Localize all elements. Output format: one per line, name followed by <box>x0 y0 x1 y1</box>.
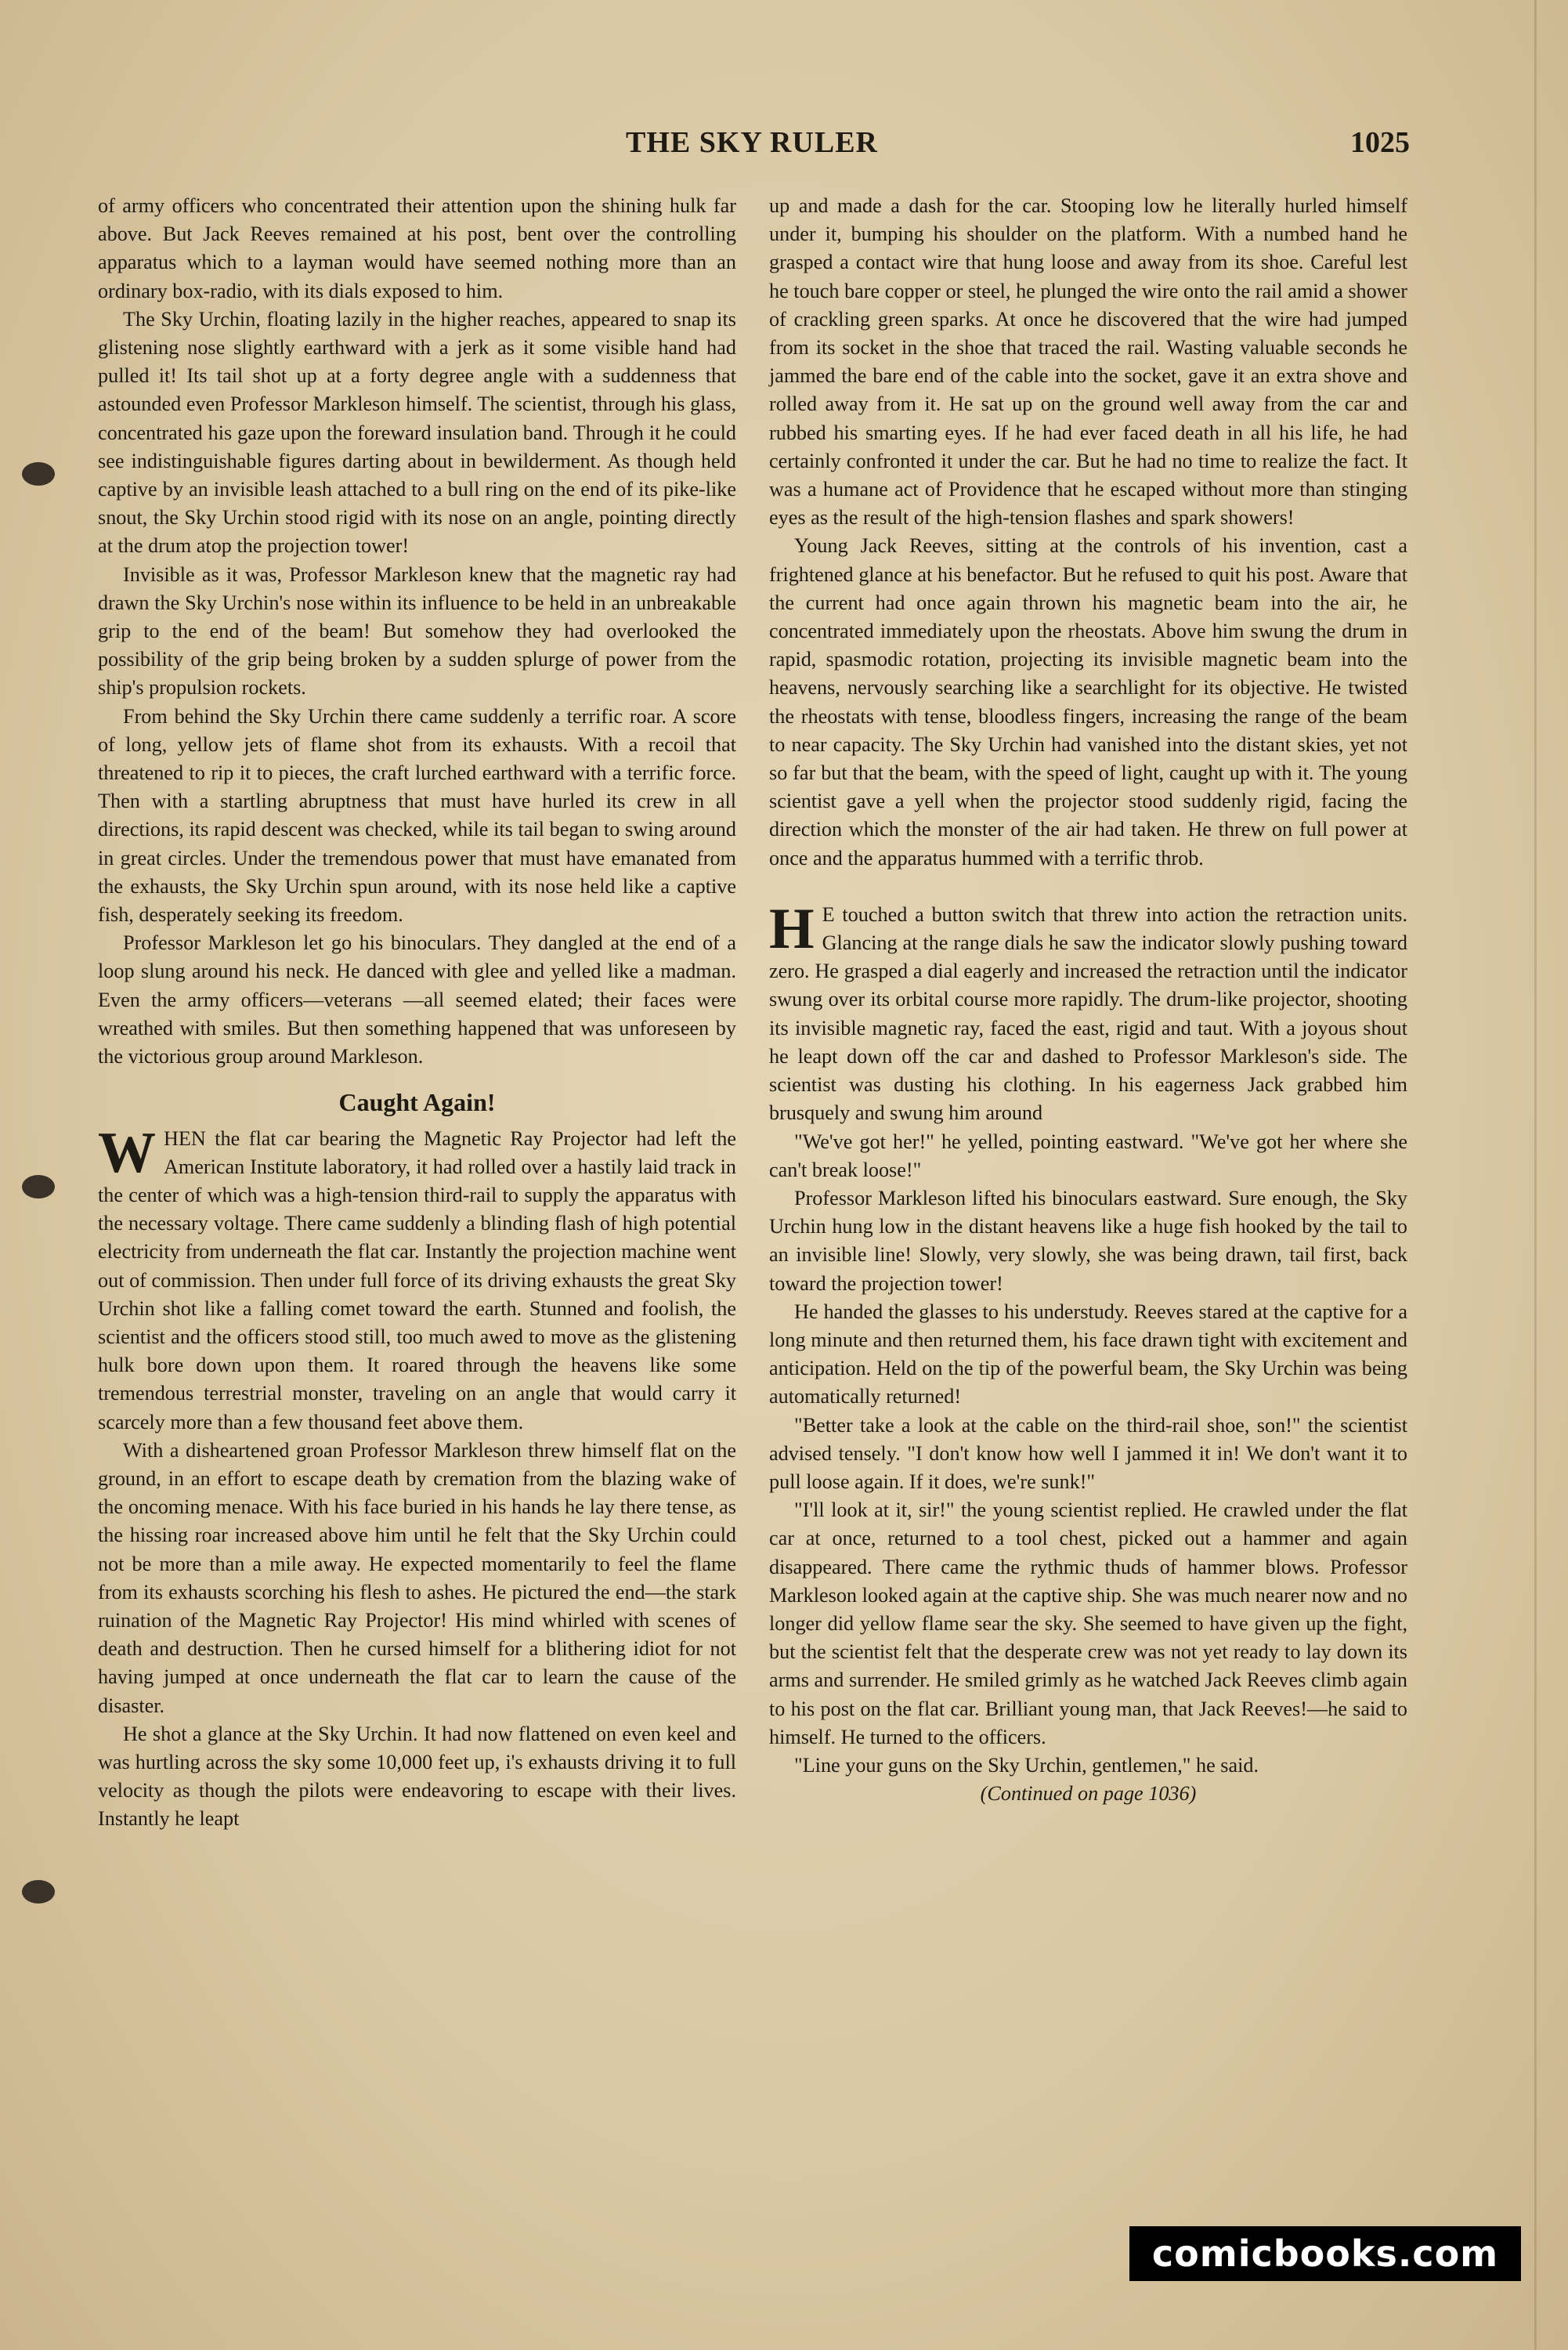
paragraph: up and made a dash for the car. Stooping low he literally hurled himself under it, bumping his shoulder on the platform. With a numbed hand he grasped a contact wire that hung loose and away from its shoe. Careful lest he touch bare copper or steel, he plunged the wire onto the rail amid a shower of crackling green sparks. At once he discovered that the wire had jumped from its socket in the shoe that traced the rail. Wasting valuable seconds he jammed the bare end of the cable into the socket, gave it an extra shove and rolled away from it. He sat up on the ground well away from the car and rubbed his smarting eyes. If he had ever faced death in all his life, he had certainly confronted it under the car. But he had no time to realize the fact. It was a humane act of Providence that he escaped without more than stinging eyes as the result of the high-tension flashes and spark showers! <box>769 194 1407 530</box>
watermark-logo <box>1129 2226 1521 2281</box>
running-title: THE SKY RULER <box>626 126 878 159</box>
page-number: 1025 <box>1350 126 1410 159</box>
paragraph: Professor Markleson lifted his binoculars eastward. Sure enough, the Sky Urchin hung low in the distant heavens like a huge fish hooked by the tail to an invisible line! Slowly, very slowly, she was being drawn, tail first, back toward the projection tower! <box>769 1186 1407 1295</box>
paragraph: "Better take a look at the cable on the third-rail shoe, son!" the scientist advised tensely. "I don't know how well I jammed it in! We don't want it to pull loose again. If it does, we're sunk!" <box>769 1413 1407 1493</box>
paragraph: The Sky Urchin, floating lazily in the higher reaches, appeared to snap its glistening nose slightly earthward with a jerk as it some visible hand had pulled it! Its tail shot up at a forty degree angle with a suddenness that astounded even Professor Markleson himself. The scientist, through his glass, concentrated his gaze upon the foreward insulation band. Through it he could see indistinguishable figures darting about in bewilderment. As though held captive by an invisible leash attached to a bull ring on the end of its pike-like snout, the Sky Urchin stood rigid with its nose on an angle, pointing directly at the drum atop the projection tower! <box>98 307 736 558</box>
binding-hole <box>22 1880 55 1904</box>
page-edge-shadow <box>1534 0 1537 2350</box>
drop-cap: H <box>769 896 815 961</box>
paragraph: Invisible as it was, Professor Markleson knew that the magnetic ray had drawn the Sky Urchin's nose within its influence to be held in an unbreakable grip to the end of the beam! But somehow they had overlooked the possibility of the grip being broken by a sudden splurge of power from the ship's propulsion rockets. <box>98 562 736 700</box>
paragraph: "We've got her!" he yelled, pointing eastward. "We've got her where she can't break loose!" <box>769 1130 1407 1181</box>
paragraph: Professor Markleson let go his binoculars. They dangled at the end of a loop slung around his neck. He danced with glee and yelled like a madman. Even the army officers—veterans —all seemed elated; their faces were wreathed with smiles. But then something happened that was unforeseen by the victorious group around Markleson. <box>98 931 736 1068</box>
paragraph: "Line your guns on the Sky Urchin, gentlemen," he said. <box>794 1753 1259 1777</box>
page-header <box>94 125 1410 172</box>
paragraph <box>98 1120 736 1437</box>
paragraph-text: E touched a button switch that threw into action the retraction units. Glancing at the range dials he saw the indicator slowly pushing toward zero. He grasped a dial eagerly and increased the retraction until the indicator swung over its orbital course more rapidly. The drum-like projector, shooting its invisible magnetic ray, faced the east, rigid and taut. With a joyous shout he leapt down off the car and dashed to Professor Markleson's side. The scientist was dusting his clothing. In his eagerness Jack grabbed him brusquely and swung him around <box>769 902 1407 1125</box>
binding-hole <box>22 1175 55 1198</box>
continued-note: (Continued on page 1036) <box>980 1782 1197 1806</box>
paragraph: Young Jack Reeves, sitting at the controls of his invention, cast a frightened glance at his benefactor. But he refused to quit his post. Aware that the current had once again thrown his magnetic beam into the air, he concentrated immediately upon the rheostats. Above him swung the drum in rapid, spasmodic rotation, projecting its invisible magnetic beam into the heavens, nervously searching like a searchlight for its objective. He twisted the rheostats with tense, bloodless fingers, increasing the range of the beam to near capacity. The Sky Urchin had vanished into the distant skies, yet not so far but that the beam, with the speed of light, caught up with it. The young scientist gave a yell when the projector stood suddenly rigid, facing the direction which the monster of the air had taken. He threw on full power at once and the apparatus hummed with a terrific throb. <box>769 534 1407 870</box>
paragraph-text: HEN the flat car bearing the Magnetic Ray Projector had left the American Institute laboratory, it had rolled over a hastily laid track in the center of which was a high-tension third-rail to supply the apparatus with the necessary voltage. There came suddenly a blinding flash of high potential electricity from underneath the flat car. Instantly the projection machine went out of commission. Then under full force of its driving exhausts the great Sky Urchin shot like a falling comet toward the earth. Stunned and foolish, the scientist and the officers stood still, too much awed to move as the glistening hulk bore down upon them. It roared through the heavens like some tremendous terrestrial monster, traveling on an angle that would carry it scarcely more than a few thousand feet above them. <box>98 1126 736 1434</box>
paragraph: From behind the Sky Urchin there came suddenly a terrific roar. A score of long, yellow jets of flame shot from its exhausts. With a recoil that threatened to rip it to pieces, the craft lurched earthward with a terrific force. Then with a startling abruptness that must have hurled its crew in all directions, its rapid descent was checked, while its tail began to swing around in great circles. Under the tremendous power that must have emanated from the exhausts, the Sky Urchin spun around, with its nose held like a captive fish, desperately seeking its freedom. <box>98 704 736 927</box>
watermark-text: comicbooks.com <box>1151 2232 1499 2275</box>
paragraph: With a disheartened groan Professor Markleson threw himself flat on the ground, in an effort to escape death by cremation from the blazing wake of the oncoming menace. With his face buried in his hands he lay there tense, as the hissing roar increased above him until he felt that the Sky Urchin could not be more than a mile away. He expected momentarily to feel the flame from its exhausts scorching his flesh to ashes. He pictured the end—the stark ruination of the Magnetic Ray Projector! His mind whirled with scenes of death and destruction. Then he cursed himself for a blithering idiot for not having jumped at once underneath the flat car to learn the cause of the disaster. <box>98 1438 736 1717</box>
left-column <box>98 192 736 2197</box>
paragraph <box>769 896 1407 1128</box>
drop-cap: W <box>98 1120 156 1185</box>
paragraph: He handed the glasses to his understudy. Reeves stared at the captive for a long minute and then returned them, his face drawn tight with excitement and anticipation. Held on the tip of the powerful beam, the Sky Urchin was being automatically returned! <box>769 1300 1407 1408</box>
text-columns <box>98 192 1407 2197</box>
binding-hole <box>22 462 55 486</box>
section-heading: Caught Again! <box>338 1088 496 1117</box>
paragraph: of army officers who concentrated their attention upon the shining hulk far above. But Jack Reeves remained at his post, bent over the controlling apparatus which to a layman would have seemed nothing more than an ordinary box-radio, with its dials exposed to him. <box>98 194 736 302</box>
paragraph: "I'll look at it, sir!" the young scientist replied. He crawled under the flat car at once, returned to a tool chest, picked out a hammer and again disappeared. There came the rythmic thuds of hammer blows. Professor Markleson looked again at the captive ship. She was much nearer now and no longer did yellow flame sear the sky. She seemed to have given up the fight, but the scientist felt that the desperate crew was not yet ready to lay down its arms and surrender. He smiled grimly as he watched Jack Reeves climb again to his post on the flat car. Brilliant young man, that Jack Reeves!—he said to himself. He turned to the officers. <box>769 1499 1407 1748</box>
right-column <box>769 192 1407 2197</box>
section-break <box>769 873 1407 901</box>
paragraph: He shot a glance at the Sky Urchin. It had now flattened on even keel and was hurtling across the sky some 10,000 feet up, i's exhausts driving it to full velocity as though the pilots were endeavoring to escape with their lives. Instantly he leapt <box>98 1722 736 1831</box>
